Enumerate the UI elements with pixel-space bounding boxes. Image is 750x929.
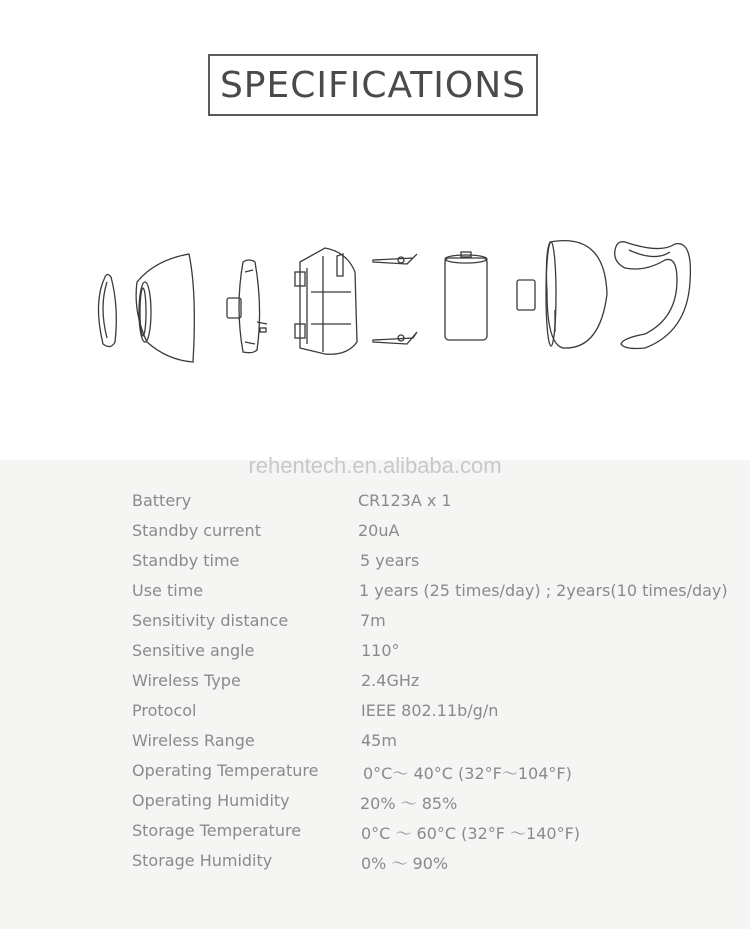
watermark: rehentech.en.alibaba.com <box>248 453 502 478</box>
spec-row <box>132 701 732 725</box>
spring-contacts-part <box>373 254 417 344</box>
page-title: SPECIFICATIONS <box>219 64 527 106</box>
spec-label: Storage Humidity <box>132 851 273 870</box>
spec-row <box>132 791 732 815</box>
spec-label: Protocol <box>132 701 197 720</box>
spec-row <box>132 611 732 635</box>
spec-row <box>132 491 732 515</box>
spec-value: 2.4GHz <box>361 671 420 690</box>
spec-row <box>132 521 732 545</box>
spec-value: 20% ～ 85% <box>360 794 458 813</box>
spec-label: Standby current <box>132 521 261 540</box>
circuit-board-part <box>227 260 267 353</box>
spec-label: Battery <box>132 491 192 510</box>
spec-value: 7m <box>360 611 386 630</box>
mount-bracket-part <box>615 242 691 349</box>
exploded-product-illustration <box>85 232 705 372</box>
spec-label: Standby time <box>132 551 240 570</box>
spec-value: 45m <box>361 731 397 750</box>
battery-holder-part <box>295 248 357 354</box>
spec-row <box>132 641 732 665</box>
spec-value: 5 years <box>360 551 420 570</box>
specifications-title-box <box>208 54 538 116</box>
spec-row <box>132 671 732 695</box>
spec-label: Use time <box>132 581 204 600</box>
spec-value: 0°C～ 40°C (32°F～104°F) <box>363 764 572 783</box>
spec-value: 0°C ～ 60°C (32°F ～140°F) <box>361 824 581 843</box>
lens-cover-part <box>98 275 116 347</box>
spec-row <box>132 581 732 605</box>
spec-row <box>132 551 732 575</box>
spec-value: 0% ～ 90% <box>361 854 449 873</box>
spec-label: Storage Temperature <box>132 821 302 840</box>
spec-label: Wireless Type <box>132 671 241 690</box>
rear-shell-part <box>517 241 607 348</box>
spec-label: Wireless Range <box>132 731 255 750</box>
spec-label: Sensitive angle <box>132 641 255 660</box>
spec-value: 1 years (25 times/day) ; 2years(10 times/day) <box>359 581 728 600</box>
spec-label: Operating Humidity <box>132 791 290 810</box>
lens-dome-part <box>136 254 194 362</box>
spec-label: Operating Temperature <box>132 761 319 780</box>
spec-value: 20uA <box>358 521 400 540</box>
spec-row <box>132 821 732 845</box>
spec-row <box>132 731 732 755</box>
spec-value: IEEE 802.11b/g/n <box>361 701 499 720</box>
spec-value: CR123A x 1 <box>358 491 452 510</box>
spec-label: Sensitivity distance <box>132 611 289 630</box>
spec-row <box>132 761 732 785</box>
spec-row <box>132 851 732 875</box>
spec-value: 110° <box>361 641 400 660</box>
battery-part <box>445 252 487 340</box>
